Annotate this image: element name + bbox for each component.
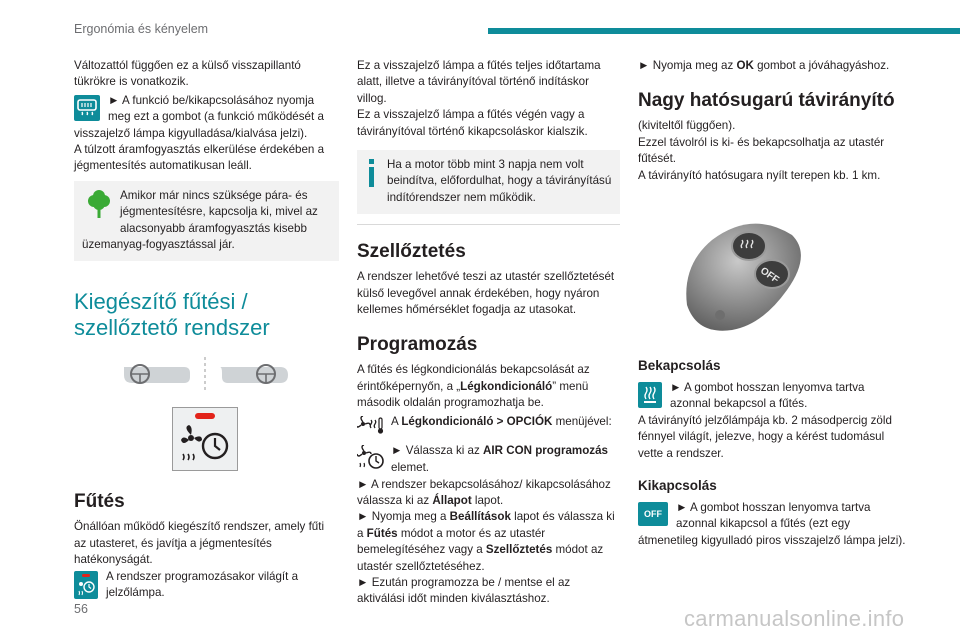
paragraph — [357, 362, 620, 411]
switch-on-title: Bekapcsolás — [638, 358, 721, 374]
switch-off-step — [638, 500, 908, 549]
text-run: ► Nyomja meg az — [638, 59, 737, 72]
paragraph: A rendszer lehetővé teszi az utastér szellőztetését külső levegővel annak érdekében, hogy nyáron kellemes hőmérséklet fogadja az utasokat. — [357, 270, 615, 317]
paragraph — [357, 477, 620, 510]
paragraph: (kiviteltől függően). — [638, 119, 736, 133]
page-number: 56 — [74, 602, 88, 616]
vehicle-layout-illustration — [74, 353, 339, 395]
text-run: lapot és válassza ki a — [357, 510, 615, 540]
info-note — [357, 150, 620, 214]
text-run: módot a motor és az utastér bemelegítéséhez vagy a — [357, 526, 546, 557]
column-3 — [638, 58, 908, 549]
text-run-bold: Beállítások — [449, 510, 511, 524]
indicator-lamp-note — [74, 569, 339, 602]
paragraph: A túlzott áramfogyasztás elkerülése érdekében a jégmentesítés automatikusan leáll. — [74, 143, 325, 173]
paragraph: Változattól függően ez a külső visszapillantó tükrökre is vonatkozik. — [74, 59, 301, 89]
paragraph — [357, 509, 620, 575]
watermark: carmanualsonline.info — [684, 606, 905, 631]
remote-control-illustration — [682, 220, 812, 332]
text-run: A fűtés és légkondicionálás bekapcsolását az érintőképernyőn, a „ — [357, 363, 590, 393]
air-con-timer-icon — [357, 445, 385, 476]
remote-off-label: OFF — [758, 265, 781, 286]
paragraph — [357, 443, 620, 476]
paragraph: A távirányító hatósugara nyílt terepen kb. 1 km. — [638, 168, 881, 182]
text-run: ► Nyomja meg a — [357, 510, 450, 524]
column-1 — [74, 58, 339, 602]
heater-program-icon — [74, 571, 98, 599]
eco-tree-icon — [86, 190, 112, 225]
steering-wheel-layout-icon — [74, 353, 339, 395]
text-run: ► A rendszer bekapcsolásához/ kikapcsolásához válassza ki az — [357, 477, 611, 507]
paragraph: ► A gombot hosszan lenyomva tartva azonnal kikapcsol a fűtés (ezt egy átmenetileg kigyulladó piros visszajelző lámpa jelzi). — [638, 501, 906, 547]
paragraph — [357, 414, 620, 430]
climate-menu-icon — [357, 416, 385, 443]
paragraph: ► Ezután programozza be / mentse el az aktiválási időt minden kiválasztáshoz. — [357, 575, 571, 606]
text-run: ” menü második oldalán programozhatja be. — [357, 379, 589, 410]
remote-title: Nagy hatósugarú távirányító — [638, 90, 895, 112]
divider — [357, 224, 620, 225]
text-run-bold: Állapot — [432, 493, 472, 507]
text-run: ► Válassza ki az — [391, 444, 484, 458]
off-icon: OFF — [638, 502, 668, 526]
paragraph: Ez a visszajelző lámpa a fűtés végén vagy a távirányítóval történő kikapcsoláskor kialszik. — [357, 108, 588, 138]
text-run-bold: Légkondicionáló > OPCIÓK — [401, 414, 553, 428]
column-2 — [357, 58, 620, 608]
paragraph: ► A funkció be/kikapcsolásához nyomja meg ezt a gombot (a funkció működését a visszajelző lámpa kigyulladása/kialvása jelzi). — [74, 93, 324, 140]
rear-defrost-icon — [74, 95, 100, 121]
text-run: módot az utastér szellőztetéséhez. — [357, 543, 604, 573]
text-run-bold: OK — [736, 59, 754, 72]
paragraph: ► A gombot hosszan lenyomva tartva azonnal bekapcsol a fűtés. — [670, 381, 865, 411]
switch-on-step — [638, 380, 908, 413]
text-run-bold: Fűtés — [366, 526, 398, 540]
paragraph: Önállóan működő kiegészítő rendszer, amely fűti az utasteret, és javítja a jégmentesítés hatékonyságát. — [74, 520, 325, 567]
paragraph: Ezzel távolról is ki- és bekapcsolhatja az utastér fűtését. — [638, 135, 885, 166]
switch-off-title: Kikapcsolás — [638, 478, 717, 494]
text-run-bold: Szellőztetés — [485, 543, 553, 557]
text-run: gombot a jóváhagyáshoz. — [753, 59, 890, 72]
heating-title: Fűtés — [74, 491, 125, 513]
heating-on-icon — [638, 382, 662, 408]
text-run: menüjével: — [552, 414, 612, 428]
heater-control-button-illustration — [172, 407, 238, 471]
red-indicator-lamp — [195, 413, 215, 419]
running-header: Ergonómia és kényelem — [74, 22, 209, 36]
info-icon — [367, 159, 377, 192]
fan-clock-icon — [177, 424, 233, 464]
paragraph: Ez a visszajelző lámpa a fűtés teljes időtartama alatt, illetve a távirányítóval történő indításkor villog. — [357, 59, 601, 105]
paragraph: A távirányító jelzőlámpája kb. 2 másodpercig zöld fénnyel világít, jelezve, hogy a kérést tudomásul vette a rendszer. — [638, 413, 892, 460]
info-note-text: Ha a motor több mint 3 napja nem volt beindítva, előfordulhat, hogy a távirányítású indítórendszer nem működik. — [387, 158, 612, 204]
eco-note-text: Amikor már nincs szüksége pára- és jégmentesítésre, kapcsolja ki, mivel az alacsonyabb áramfogyasztás kisebb üzemanyag-fogyasztással jár. — [82, 188, 318, 252]
paragraph: A rendszer programozásakor világít a jelzőlámpa. — [106, 569, 299, 600]
menu-path-line — [357, 414, 620, 443]
text-run: elemet. — [391, 460, 430, 474]
header-accent-bar — [488, 28, 960, 34]
section-title: Kiegészítő fűtési / szellőztető rendszer — [74, 289, 270, 341]
text-run: A — [391, 414, 402, 428]
rear-defrost-instruction — [74, 93, 339, 142]
programming-title: Programozás — [357, 334, 478, 356]
text-run-bold: Légkondicionáló — [460, 379, 553, 393]
ventilation-title: Szellőztetés — [357, 241, 466, 263]
text-run-bold: AIR CON programozás — [483, 444, 609, 458]
paragraph — [638, 58, 908, 74]
text-run: lapot. — [471, 493, 504, 507]
step-air-con-programming — [357, 443, 620, 476]
remote-control-icon — [682, 220, 812, 332]
eco-note — [74, 181, 339, 262]
